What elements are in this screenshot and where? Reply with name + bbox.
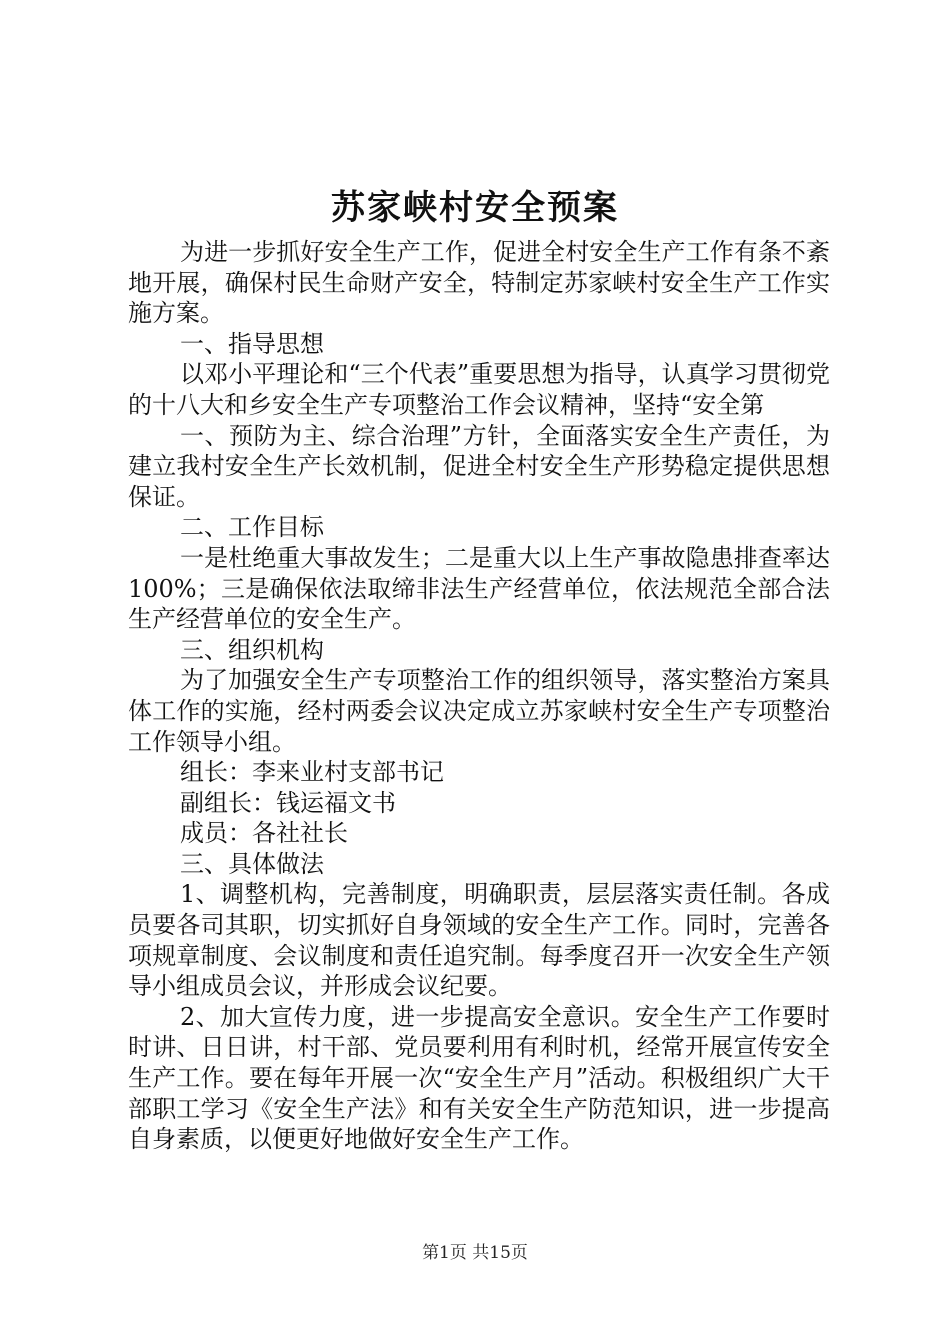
organization-paragraph: 为了加强安全生产专项整治工作的组织领导，落实整治方案具体工作的实施，经村两委会议决定成立苏家峡村安全生产专项整治工作领导小组。 <box>128 666 830 756</box>
team-leader-line: 组长：李来业村支部书记 <box>180 758 444 787</box>
document-body <box>128 237 830 1155</box>
section-heading-work-goals: 二、工作目标 <box>180 513 324 542</box>
guiding-ideology-continued-paragraph: 一、预防为主、综合治理”方针，全面落实安全生产责任，为建立我村安全生产长效机制，促进全村安全生产形势稳定提供思想保证。 <box>128 421 830 511</box>
page-number-footer: 第1页 共15页 <box>422 1243 528 1263</box>
deputy-leader-line: 副组长：钱运福文书 <box>180 788 396 817</box>
section-heading-organization: 三、组织机构 <box>180 635 324 664</box>
members-line: 成员：各社社长 <box>180 819 348 848</box>
section-heading-guiding-ideology: 一、指导思想 <box>180 329 324 358</box>
measure-1-paragraph: 1、调整机构，完善制度，明确职责，层层落实责任制。各成员要各司其职，切实抓好自身领域的安全生产工作。同时，完善各项规章制度、会议制度和责任追究制。每季度召开一次安全生产领导小组成员会议，并形成会议纪要。 <box>128 880 830 1001</box>
work-goals-paragraph: 一是杜绝重大事故发生；二是重大以上生产事故隐患排查率达100%；三是确保依法取缔非法生产经营单位，依法规范全部合法生产经营单位的安全生产。 <box>128 543 830 634</box>
section-heading-specific-measures: 三、具体做法 <box>180 849 324 878</box>
intro-paragraph: 为进一步抓好安全生产工作，促进全村安全生产工作有条不紊地开展，确保村民生命财产安全，特制定苏家峡村安全生产工作实施方案。 <box>128 238 830 328</box>
guiding-ideology-paragraph: 以邓小平理论和“三个代表”重要思想为指导，认真学习贯彻党的十八大和乡安全生产专项整治工作会议精神，坚持“安全第 <box>128 360 830 419</box>
measure-2-paragraph: 2、加大宣传力度，进一步提高安全意识。安全生产工作要时时讲、日日讲，村干部、党员要利用有利时机，经常开展宣传安全生产工作。要在每年开展一次“安全生产月”活动。积极组织广大干部职工学习《安全生产法》和有关安全生产防范知识，进一步提高自身素质，以便更好地做好安全生产工作。 <box>128 1002 830 1154</box>
document-title: 苏家峡村安全预案 <box>331 188 619 228</box>
